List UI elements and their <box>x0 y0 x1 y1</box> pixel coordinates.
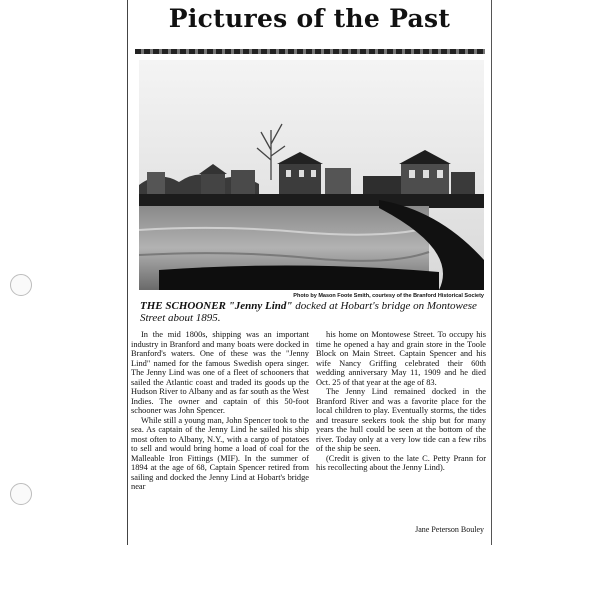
caption-lead: THE SCHOONER "Jenny Lind" <box>140 300 293 312</box>
article-paragraph: In the mid 1800s, shipping was an important industry in Branford and many boats were docked in Branford's waters. One of these was the "Jenny Lind" named for the famous Swedish opera singer. The Jenny Lind was one of a fleet of schooners that sailed the Atlantic coast and traded its goods up the Hudson River to Albany and as far south as the West Indies. The owner and captain of this 50-foot schooner was John Spencer. <box>131 330 309 415</box>
punch-hole <box>10 274 32 296</box>
article-paragraph: his home on Montowese Street. To occupy his time he opened a hay and grain store in the Toole Block on Main Street. Captain Spencer and his wife Nancy Griffing celebrated their 60th wedding anniversary May 11, 1909 and he died Oct. 25 of that year at the age of 83. <box>316 330 486 387</box>
article-paragraph: The Jenny Lind remained docked in the Branford River and was a favorite place for the local children to play. Eventually storms, the tides and treasure seekers took the ship but for many years the hull could be seen at the bottom of the river. Today only at a very low tide can a few ribs of the ship be seen. <box>316 387 486 453</box>
headline-rule <box>135 49 485 54</box>
article-column-right <box>316 330 486 473</box>
photo-caption <box>140 300 482 324</box>
headline: Pictures of the Past <box>168 4 451 33</box>
binder-margin <box>0 0 40 600</box>
article-column-left <box>131 330 309 492</box>
article-paragraph: (Credit is given to the late C. Petty Prann for his recollecting about the Jenny Lind). <box>316 453 486 472</box>
historic-photo <box>139 60 484 290</box>
punch-hole <box>10 483 32 505</box>
clipping-edge <box>127 0 128 545</box>
article-paragraph: While still a young man, John Spencer took to the sea. As captain of the Jenny Lind he sailed his ship most often to Albany, N.Y., with a cargo of potatoes to sell and would bring home a load of coal for the Malleable Iron Fittings (MIF). In the summer of 1894 at the age of 68, Captain Spencer retired from sailing and docked the Jenny Lind at Hobart's bridge near <box>131 415 309 491</box>
schooner-photo-illustration <box>139 60 484 290</box>
caption-text: docked at Hobart's bridge on Montowese Street about 1895. <box>140 300 477 324</box>
photo-credit: Photo by Mason Foote Smith, courtesy of the Branford Historical Society <box>293 293 484 299</box>
clipping-edge <box>491 0 492 545</box>
author-byline: Jane Peterson Bouley <box>415 525 484 534</box>
